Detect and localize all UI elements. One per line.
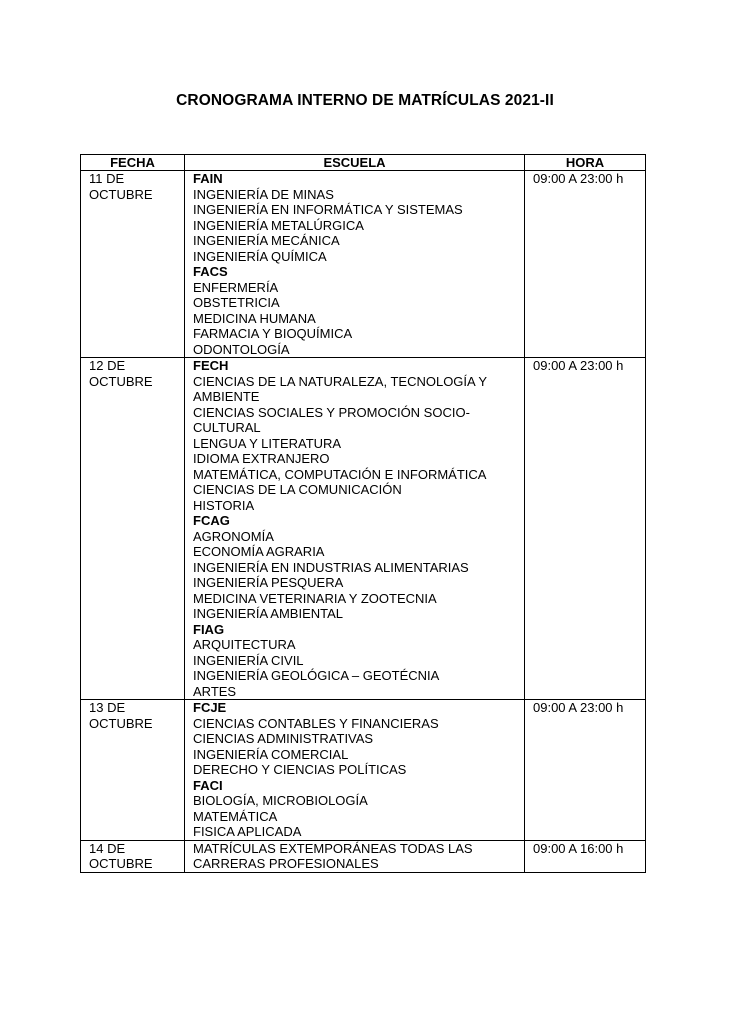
fecha-cell [81, 840, 185, 872]
program-name: CIENCIAS DE LA NATURALEZA, TECNOLOGÍA Y [193, 373, 488, 389]
escuela-cell [185, 700, 525, 841]
program-name: INGENIERÍA AMBIENTAL [193, 606, 344, 621]
program-name: INGENIERÍA DE MINAS [193, 186, 334, 202]
enrollment-schedule-table [80, 154, 646, 873]
header-escuela: ESCUELA [185, 155, 525, 171]
faculty-name: FCAG [193, 513, 230, 528]
fecha-line: 12 DE [89, 358, 126, 373]
program-name: OBSTETRICIA [193, 295, 280, 310]
faculty-name: FACI [193, 777, 223, 793]
faculty-name: FIAG [193, 621, 225, 637]
faculty-name: FACS [193, 264, 228, 279]
program-name: CIENCIAS DE LA COMUNICACIÓN [193, 482, 402, 497]
table-header-row [81, 155, 646, 171]
program-name: INGENIERÍA QUÍMICA [193, 248, 327, 264]
program-name: MEDICINA HUMANA [193, 310, 316, 326]
program-name: CARRERAS PROFESIONALES [193, 856, 379, 871]
program-name: FISICA APLICADA [193, 824, 302, 839]
program-name: HISTORIA [193, 497, 255, 513]
faculty-name: FAIN [193, 171, 223, 186]
program-name: ARQUITECTURA [193, 637, 296, 652]
fecha-line: OCTUBRE [89, 186, 153, 202]
program-name: ENFERMERÍA [193, 279, 279, 295]
program-name: INGENIERÍA METALÚRGICA [193, 217, 364, 233]
program-name: INGENIERÍA EN INFORMÁTICA Y SISTEMAS [193, 202, 463, 217]
program-name: INGENIERÍA PESQUERA [193, 575, 344, 590]
table-row [81, 358, 646, 700]
fecha-line: 11 DE [89, 171, 125, 186]
escuela-cell [185, 358, 525, 700]
program-name: CIENCIAS CONTABLES Y FINANCIERAS [193, 715, 439, 731]
fecha-line: OCTUBRE [89, 373, 153, 389]
header-fecha: FECHA [81, 155, 185, 171]
fecha-line: 14 DE [89, 840, 126, 856]
table-row [81, 700, 646, 841]
fecha-line: OCTUBRE [89, 715, 153, 731]
program-name: CIENCIAS SOCIALES Y PROMOCIÓN SOCIO- [193, 404, 470, 420]
program-name: MATEMÁTICA, COMPUTACIÓN E INFORMÁTICA [193, 466, 487, 482]
program-name: CIENCIAS ADMINISTRATIVAS [193, 731, 374, 746]
program-name: ARTES [193, 683, 237, 699]
hora-cell: 09:00 A 16:00 h [525, 840, 646, 872]
fecha-line: 13 DE [89, 700, 126, 715]
hora-cell: 09:00 A 23:00 h [525, 700, 646, 841]
program-name: INGENIERÍA EN INDUSTRIAS ALIMENTARIAS [193, 559, 469, 575]
hora-cell: 09:00 A 23:00 h [525, 358, 646, 700]
program-name: BIOLOGÍA, MICROBIOLOGÍA [193, 793, 368, 808]
document-title: CRONOGRAMA INTERNO DE MATRÍCULAS 2021-II [176, 92, 554, 109]
program-name: INGENIERÍA MECÁNICA [193, 233, 340, 248]
faculty-name: FECH [193, 358, 229, 373]
program-name: ECONOMÍA AGRARIA [193, 544, 325, 559]
program-name: AGRONOMÍA [193, 528, 274, 544]
program-name: CULTURAL [193, 420, 261, 435]
fecha-line: OCTUBRE [89, 856, 153, 871]
table-row [81, 840, 646, 872]
program-name: FARMACIA Y BIOQUÍMICA [193, 326, 353, 341]
program-name: MATEMÁTICA [193, 808, 278, 824]
fecha-cell [81, 358, 185, 700]
program-name: INGENIERÍA CIVIL [193, 652, 304, 668]
program-name: DERECHO Y CIENCIAS POLÍTICAS [193, 762, 407, 777]
program-name: LENGUA Y LITERATURA [193, 435, 342, 451]
program-name: INGENIERÍA GEOLÓGICA – GEOTÉCNIA [193, 668, 440, 683]
header-hora: HORA [525, 155, 646, 171]
escuela-cell [185, 171, 525, 358]
program-name: INGENIERÍA COMERCIAL [193, 746, 349, 762]
table-body [81, 171, 646, 873]
program-name: ODONTOLOGÍA [193, 341, 290, 357]
program-name: IDIOMA EXTRANJERO [193, 451, 330, 466]
program-name: MEDICINA VETERINARIA Y ZOOTECNIA [193, 590, 437, 606]
fecha-cell [81, 700, 185, 841]
fecha-cell [81, 171, 185, 358]
faculty-name: FCJE [193, 700, 227, 715]
escuela-cell [185, 840, 525, 872]
hora-cell: 09:00 A 23:00 h [525, 171, 646, 358]
table-row [81, 171, 646, 358]
program-name: MATRÍCULAS EXTEMPORÁNEAS TODAS LAS [193, 840, 473, 856]
program-name: AMBIENTE [193, 389, 260, 404]
